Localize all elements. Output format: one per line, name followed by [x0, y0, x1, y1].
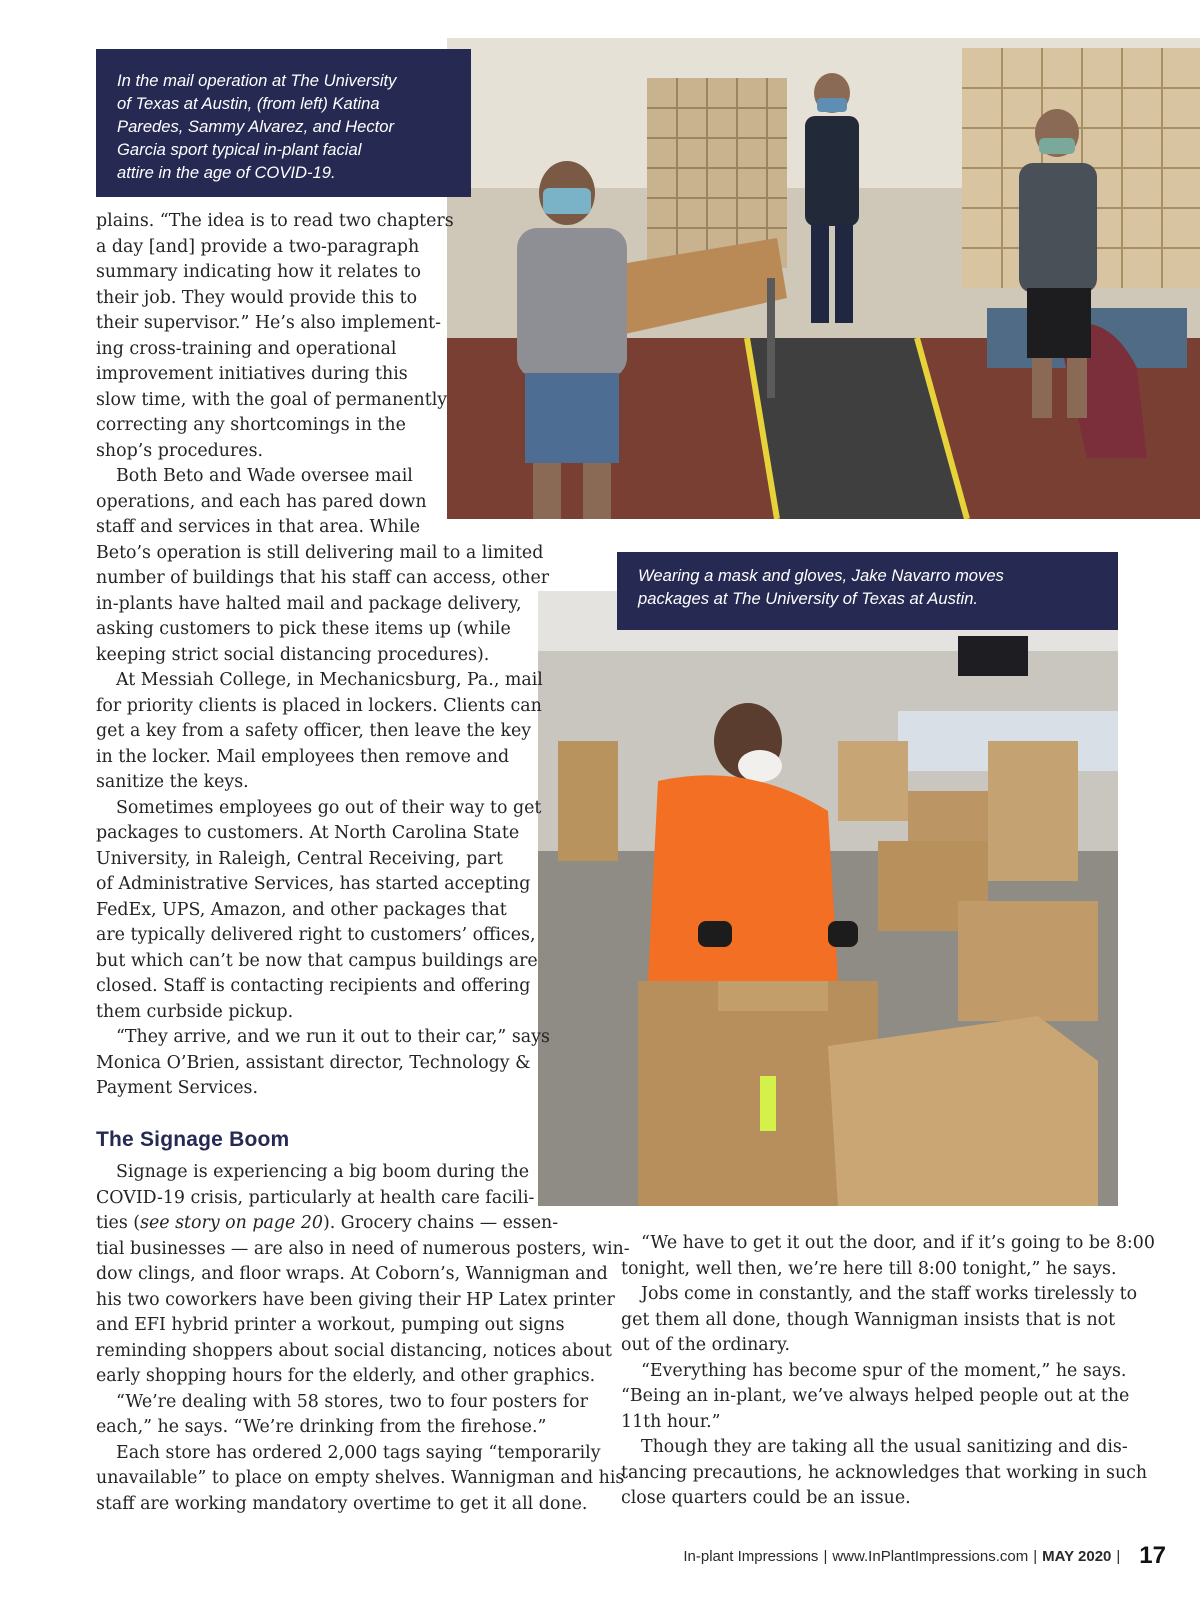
- text-line: tancing precautions, he acknowledges that working in such: [621, 1462, 1148, 1483]
- section-heading: The Signage Boom: [96, 1128, 290, 1151]
- text-line: “We’re dealing with 58 stores, two to four posters for: [116, 1391, 588, 1412]
- text-line: each,” he says. “We’re drinking from the firehose.”: [96, 1417, 547, 1437]
- text-line: Sometimes employees go out of their way to get: [116, 797, 542, 818]
- text-line: At Messiah College, in Mechanicsburg, Pa., mail: [116, 670, 543, 690]
- text-span: ties (: [96, 1213, 141, 1233]
- text-line: dow clings, and floor wraps. At Coborn’s, Wannigman and: [96, 1264, 608, 1284]
- text-line: Beto’s operation is still delivering mail to a limited: [96, 542, 544, 563]
- text-line: summary indicating how it relates to: [96, 262, 422, 282]
- text-line: tial businesses — are also in need of numerous posters, win-: [96, 1238, 630, 1259]
- text-line: Monica O’Brien, assistant director, Technology &: [96, 1052, 531, 1073]
- text-line: Payment Services.: [96, 1078, 259, 1098]
- text-line: a day [and] provide a two-paragraph: [96, 236, 420, 257]
- text-line: them curbside pickup.: [96, 1001, 294, 1022]
- text-line: University, in Raleigh, Central Receiving, part: [96, 848, 503, 869]
- article-column-left: [96, 209, 550, 1102]
- caption-line: In the mail operation at The University: [117, 71, 397, 90]
- text-line: asking customers to pick these items up (while: [96, 619, 511, 639]
- page-number: 17: [1139, 1542, 1166, 1569]
- caption-line: packages at The University of Texas at Austin.: [638, 589, 979, 608]
- page-reference: see story on page 20: [140, 1213, 323, 1233]
- text-line: Signage is experiencing a big boom during the: [116, 1162, 530, 1182]
- text-line: sanitize the keys.: [96, 772, 249, 792]
- text-line: are typically delivered right to customers’ offices,: [96, 925, 536, 945]
- text-line: FedEx, UPS, Amazon, and other packages that: [96, 899, 507, 920]
- caption-line: of Texas at Austin, (from left) Katina: [117, 94, 380, 113]
- text-line: slow time, with the goal of permanently: [96, 389, 448, 410]
- text-line: operations, and each has pared down: [96, 491, 427, 512]
- text-line: early shopping hours for the elderly, and other graphics.: [96, 1366, 596, 1386]
- publication-url[interactable]: www.InPlantImpressions.com: [832, 1547, 1029, 1565]
- text-line: Both Beto and Wade oversee mail: [116, 466, 413, 486]
- text-span: ). Grocery chains — essen-: [322, 1213, 559, 1233]
- text-line: get them all done, though Wannigman insists that is not: [621, 1309, 1116, 1330]
- text-line: and EFI hybrid printer a workout, pumping out signs: [96, 1315, 565, 1335]
- text-line: “Being an in-plant, we’ve always helped people out at the: [621, 1386, 1130, 1406]
- text-line: for priority clients is placed in lockers. Clients can: [96, 695, 542, 716]
- packages-illustration: [538, 591, 1118, 1206]
- text-line: out of the ordinary.: [621, 1335, 791, 1355]
- photo-caption-packages: [617, 552, 1118, 630]
- text-line: “Everything has become spur of the moment,” he says.: [641, 1360, 1127, 1381]
- text-line: “They arrive, and we run it out to their car,” says: [116, 1027, 550, 1047]
- text-line: improvement initiatives during this: [96, 364, 408, 384]
- packages-photo: [538, 591, 1118, 1206]
- text-line: correcting any shortcomings in the: [96, 415, 406, 435]
- text-line: their supervisor.” He’s also implement-: [96, 313, 442, 333]
- text-line: “We have to get it out the door, and if it’s going to be 8:00: [641, 1233, 1155, 1253]
- text-line: his two coworkers have been giving their HP Latex printer: [96, 1289, 615, 1310]
- caption-line: Wearing a mask and gloves, Jake Navarro moves: [638, 566, 1004, 585]
- text-line: plains. “The idea is to read two chapters: [96, 211, 454, 231]
- text-line: packages to customers. At North Carolina State: [96, 823, 520, 843]
- footer-divider: |: [823, 1547, 828, 1565]
- text-line: in-plants have halted mail and package delivery,: [96, 593, 522, 614]
- text-line: in the locker. Mail employees then remove and: [96, 746, 510, 767]
- caption-line: Garcia sport typical in-plant facial: [117, 140, 362, 159]
- text-line: of Administrative Services, has started accepting: [96, 874, 531, 894]
- text-line: but which can’t be now that campus buildings are: [96, 950, 538, 971]
- mail-operation-photo: [447, 38, 1200, 519]
- article-column-right: [621, 1231, 1155, 1512]
- text-line: ing cross-training and operational: [96, 338, 397, 359]
- text-line: closed. Staff is contacting recipients and offering: [96, 976, 531, 996]
- text-line: tonight, well then, we’re here till 8:00 tonight,” he says.: [621, 1258, 1117, 1279]
- mail-operation-illustration: [447, 38, 1200, 519]
- footer-divider: |: [1033, 1547, 1038, 1565]
- text-line: get a key from a safety officer, then leave the key: [96, 721, 532, 741]
- text-line: Though they are taking all the usual sanitizing and dis-: [641, 1437, 1128, 1457]
- photo-caption-mail-operation: [96, 49, 471, 197]
- text-line: close quarters could be an issue.: [621, 1488, 911, 1508]
- text-line: unavailable” to place on empty shelves. Wannigman and his: [96, 1468, 625, 1488]
- text-line: 11th hour.”: [621, 1411, 721, 1432]
- caption-line: attire in the age of COVID-19.: [117, 163, 336, 182]
- footer-divider: |: [1116, 1547, 1121, 1565]
- text-line: number of buildings that his staff can access, other: [96, 568, 550, 588]
- publication-name: In-plant Impressions: [683, 1547, 819, 1565]
- text-line: [96, 1211, 630, 1237]
- text-line: Jobs come in constantly, and the staff works tirelessly to: [641, 1284, 1138, 1304]
- text-line: shop’s procedures.: [96, 440, 264, 461]
- text-line: keeping strict social distancing procedures).: [96, 644, 490, 665]
- text-line: their job. They would provide this to: [96, 287, 418, 308]
- text-line: Each store has ordered 2,000 tags saying “temporarily: [116, 1442, 601, 1463]
- text-line: COVID-19 crisis, particularly at health care facili-: [96, 1187, 535, 1208]
- text-line: staff are working mandatory overtime to get it all done.: [96, 1493, 588, 1514]
- caption-line: Paredes, Sammy Alvarez, and Hector: [117, 117, 394, 136]
- text-line: staff and services in that area. While: [96, 517, 421, 537]
- issue-month: MAY 2020: [1042, 1547, 1112, 1565]
- article-column-left-lower: [96, 1160, 630, 1517]
- text-line: reminding shoppers about social distancing, notices about: [96, 1340, 612, 1361]
- page-footer: [683, 1541, 1166, 1571]
